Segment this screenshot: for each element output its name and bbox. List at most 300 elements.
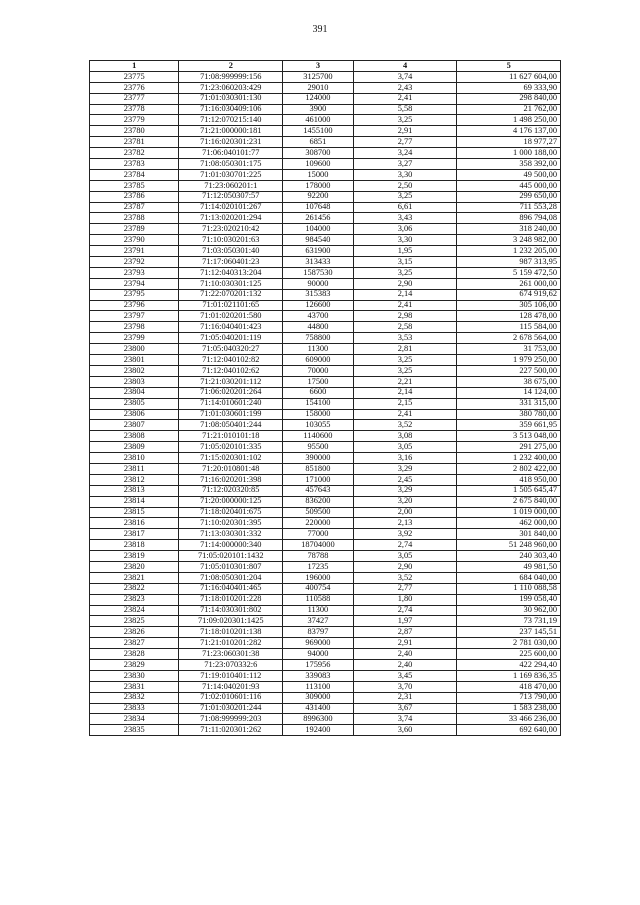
table-row <box>90 551 561 562</box>
table-cell: 23821 <box>90 572 179 583</box>
table-cell: 3,92 <box>353 529 457 540</box>
table-cell: 308700 <box>283 148 354 159</box>
table-row <box>90 507 561 518</box>
table-cell: 380 780,00 <box>457 409 561 420</box>
table-cell: 71:14:040201:93 <box>179 681 283 692</box>
table-cell: 2,14 <box>353 289 457 300</box>
table-row <box>90 659 561 670</box>
table-cell: 445 000,00 <box>457 180 561 191</box>
table-cell: 3,08 <box>353 431 457 442</box>
table-cell: 71:13:030301:332 <box>179 529 283 540</box>
table-cell: 33 466 236,00 <box>457 714 561 725</box>
table-cell: 71:12:040102:82 <box>179 355 283 366</box>
table-cell: 4 176 137,00 <box>457 126 561 137</box>
table-cell: 37427 <box>283 616 354 627</box>
table-cell: 2 678 564,00 <box>457 333 561 344</box>
table-cell: 1,97 <box>353 616 457 627</box>
table-row <box>90 616 561 627</box>
table-row <box>90 376 561 387</box>
table-cell: 298 840,00 <box>457 93 561 104</box>
table-cell: 109600 <box>283 159 354 170</box>
table-row <box>90 365 561 376</box>
table-cell: 3900 <box>283 104 354 115</box>
table-cell: 23807 <box>90 420 179 431</box>
table-row <box>90 104 561 115</box>
table-cell: 3,27 <box>353 159 457 170</box>
table-cell: 1587530 <box>283 267 354 278</box>
table-cell: 71:19:010401:112 <box>179 670 283 681</box>
table-cell: 227 500,00 <box>457 365 561 376</box>
table-cell: 1 979 250,00 <box>457 355 561 366</box>
table-cell: 5,58 <box>353 104 457 115</box>
table-cell: 23834 <box>90 714 179 725</box>
table-cell: 2,74 <box>353 540 457 551</box>
table-cell: 5 159 472,50 <box>457 267 561 278</box>
table-cell: 71:05:020101:335 <box>179 442 283 453</box>
table-cell: 44800 <box>283 322 354 333</box>
table-row <box>90 518 561 529</box>
table-cell: 17235 <box>283 561 354 572</box>
table-cell: 2,98 <box>353 311 457 322</box>
table-cell: 71:18:010201:138 <box>179 627 283 638</box>
table-cell: 3,43 <box>353 213 457 224</box>
table-cell: 23810 <box>90 453 179 464</box>
table-cell: 1140600 <box>283 431 354 442</box>
table-cell: 23818 <box>90 540 179 551</box>
table-cell: 6600 <box>283 387 354 398</box>
table-cell: 77000 <box>283 529 354 540</box>
table-row <box>90 257 561 268</box>
table-cell: 23776 <box>90 82 179 93</box>
table-cell: 3,05 <box>353 442 457 453</box>
table-cell: 199 058,40 <box>457 594 561 605</box>
table-cell: 23778 <box>90 104 179 115</box>
table-cell: 713 790,00 <box>457 692 561 703</box>
table-cell: 3,45 <box>353 670 457 681</box>
table-cell: 305 106,00 <box>457 300 561 311</box>
table-cell: 1 232 205,00 <box>457 246 561 257</box>
table-cell: 2,31 <box>353 692 457 703</box>
table-row <box>90 649 561 660</box>
table-cell: 71:06:020201:264 <box>179 387 283 398</box>
table-cell: 3,30 <box>353 235 457 246</box>
table-cell: 984540 <box>283 235 354 246</box>
table-cell: 1 110 088,58 <box>457 583 561 594</box>
table-cell: 2 675 840,00 <box>457 496 561 507</box>
table-cell: 23791 <box>90 246 179 257</box>
table-cell: 23792 <box>90 257 179 268</box>
table-cell: 2,87 <box>353 627 457 638</box>
table-row <box>90 224 561 235</box>
table-row <box>90 137 561 148</box>
table-cell: 128 478,00 <box>457 311 561 322</box>
table-cell: 301 840,00 <box>457 529 561 540</box>
table-cell: 2,50 <box>353 180 457 191</box>
table-row <box>90 725 561 736</box>
table-cell: 23782 <box>90 148 179 159</box>
table-cell: 71:01:030601:199 <box>179 409 283 420</box>
column-header: 2 <box>179 61 283 72</box>
table-cell: 30 962,00 <box>457 605 561 616</box>
table-row <box>90 289 561 300</box>
table-cell: 95500 <box>283 442 354 453</box>
table-row <box>90 344 561 355</box>
table-row <box>90 627 561 638</box>
table-cell: 692 640,00 <box>457 725 561 736</box>
table-cell: 23819 <box>90 551 179 562</box>
table-row <box>90 115 561 126</box>
table-cell: 71:02:010601:116 <box>179 692 283 703</box>
table-cell: 17500 <box>283 376 354 387</box>
table-row <box>90 82 561 93</box>
table-cell: 23814 <box>90 496 179 507</box>
table-cell: 21 762,00 <box>457 104 561 115</box>
table-cell: 3,53 <box>353 333 457 344</box>
table-cell: 331 315,00 <box>457 398 561 409</box>
table-row <box>90 246 561 257</box>
table-cell: 2,14 <box>353 387 457 398</box>
table-cell: 71:12:070215:140 <box>179 115 283 126</box>
table-cell: 71:13:020201:294 <box>179 213 283 224</box>
table-cell: 71:12:040313:204 <box>179 267 283 278</box>
table-row <box>90 703 561 714</box>
table-cell: 23830 <box>90 670 179 681</box>
table-cell: 2,41 <box>353 409 457 420</box>
table-cell: 71:16:020201:398 <box>179 474 283 485</box>
table-cell: 11300 <box>283 344 354 355</box>
table-cell: 92200 <box>283 191 354 202</box>
table-cell: 71:08:999999:156 <box>179 71 283 82</box>
table-cell: 71:08:050401:244 <box>179 420 283 431</box>
table-cell: 23802 <box>90 365 179 376</box>
table-cell: 2,90 <box>353 561 457 572</box>
table-cell: 220000 <box>283 518 354 529</box>
table-cell: 2,21 <box>353 376 457 387</box>
table-row <box>90 126 561 137</box>
table-cell: 83797 <box>283 627 354 638</box>
table-cell: 1455100 <box>283 126 354 137</box>
table-cell: 240 303,40 <box>457 551 561 562</box>
table-cell: 3,15 <box>353 257 457 268</box>
table-cell: 609000 <box>283 355 354 366</box>
table-cell: 23780 <box>90 126 179 137</box>
table-cell: 78788 <box>283 551 354 562</box>
table-cell: 196000 <box>283 572 354 583</box>
table-cell: 237 145,51 <box>457 627 561 638</box>
table-cell: 3,20 <box>353 496 457 507</box>
table-cell: 418 950,00 <box>457 474 561 485</box>
table-cell: 71:23:070332:6 <box>179 659 283 670</box>
table-cell: 2,91 <box>353 126 457 137</box>
table-cell: 1,95 <box>353 246 457 257</box>
table-cell: 23798 <box>90 322 179 333</box>
table-cell: 422 294,40 <box>457 659 561 670</box>
table-cell: 23793 <box>90 267 179 278</box>
table-cell: 23805 <box>90 398 179 409</box>
table-cell: 1 019 000,00 <box>457 507 561 518</box>
table-cell: 2,41 <box>353 300 457 311</box>
table-cell: 23795 <box>90 289 179 300</box>
table-cell: 3,52 <box>353 572 457 583</box>
table-cell: 631900 <box>283 246 354 257</box>
table-row <box>90 191 561 202</box>
table-cell: 71:03:050301:40 <box>179 246 283 257</box>
table-cell: 71:05:040201:119 <box>179 333 283 344</box>
table-row <box>90 235 561 246</box>
table-cell: 758800 <box>283 333 354 344</box>
table-cell: 3,25 <box>353 355 457 366</box>
table-cell: 192400 <box>283 725 354 736</box>
table-cell: 2,15 <box>353 398 457 409</box>
table-cell: 3,25 <box>353 365 457 376</box>
table-row <box>90 278 561 289</box>
table-cell: 2,81 <box>353 344 457 355</box>
table-cell: 71:09:020301:1425 <box>179 616 283 627</box>
table-cell: 461000 <box>283 115 354 126</box>
table-cell: 154100 <box>283 398 354 409</box>
table-cell: 23831 <box>90 681 179 692</box>
table-cell: 175956 <box>283 659 354 670</box>
table-cell: 23813 <box>90 485 179 496</box>
table-cell: 1 000 188,00 <box>457 148 561 159</box>
table-row <box>90 561 561 572</box>
table-row <box>90 202 561 213</box>
table-row <box>90 267 561 278</box>
table-cell: 23804 <box>90 387 179 398</box>
table-row <box>90 322 561 333</box>
table-cell: 15000 <box>283 169 354 180</box>
table-row <box>90 453 561 464</box>
table-cell: 2 802 422,00 <box>457 463 561 474</box>
table-row <box>90 71 561 82</box>
table-cell: 3,60 <box>353 725 457 736</box>
table-cell: 71:20:010801:48 <box>179 463 283 474</box>
table-cell: 711 553,28 <box>457 202 561 213</box>
table-cell: 3 248 982,00 <box>457 235 561 246</box>
table-row <box>90 681 561 692</box>
table-cell: 2,40 <box>353 659 457 670</box>
table-cell: 23788 <box>90 213 179 224</box>
table-cell: 71:21:000000:181 <box>179 126 283 137</box>
table-cell: 23784 <box>90 169 179 180</box>
table-cell: 3,16 <box>353 453 457 464</box>
table-cell: 23775 <box>90 71 179 82</box>
table-cell: 23796 <box>90 300 179 311</box>
table-cell: 390000 <box>283 453 354 464</box>
table-row <box>90 180 561 191</box>
table-cell: 2,40 <box>353 649 457 660</box>
table-cell: 1,80 <box>353 594 457 605</box>
table-row <box>90 398 561 409</box>
table-cell: 94000 <box>283 649 354 660</box>
table-cell: 71:14:010601:240 <box>179 398 283 409</box>
table-cell: 104000 <box>283 224 354 235</box>
table-cell: 3,29 <box>353 463 457 474</box>
table-cell: 71:14:020101:267 <box>179 202 283 213</box>
table-row <box>90 333 561 344</box>
table-cell: 339083 <box>283 670 354 681</box>
table-cell: 6851 <box>283 137 354 148</box>
table-cell: 23812 <box>90 474 179 485</box>
table-cell: 23783 <box>90 159 179 170</box>
table-cell: 31 753,00 <box>457 344 561 355</box>
table-header-row <box>90 61 561 72</box>
table-cell: 115 584,00 <box>457 322 561 333</box>
table-row <box>90 431 561 442</box>
table-cell: 178000 <box>283 180 354 191</box>
table-row <box>90 496 561 507</box>
table-cell: 110588 <box>283 594 354 605</box>
table-cell: 2 781 030,00 <box>457 638 561 649</box>
table-row <box>90 442 561 453</box>
table-row <box>90 409 561 420</box>
table-cell: 23832 <box>90 692 179 703</box>
table-cell: 851800 <box>283 463 354 474</box>
table-cell: 23777 <box>90 93 179 104</box>
table-cell: 3,67 <box>353 703 457 714</box>
table-cell: 71:08:999999:203 <box>179 714 283 725</box>
table-cell: 90000 <box>283 278 354 289</box>
table-cell: 418 470,00 <box>457 681 561 692</box>
table-cell: 71:05:020101:1432 <box>179 551 283 562</box>
table-cell: 49 981,50 <box>457 561 561 572</box>
table-cell: 71:01:021101:65 <box>179 300 283 311</box>
table-cell: 2,43 <box>353 82 457 93</box>
table-cell: 71:21:010101:18 <box>179 431 283 442</box>
table-cell: 2,77 <box>353 137 457 148</box>
table-cell: 71:01:030201:244 <box>179 703 283 714</box>
table-cell: 43700 <box>283 311 354 322</box>
table-cell: 71:21:030201:112 <box>179 376 283 387</box>
table-cell: 71:12:050307:57 <box>179 191 283 202</box>
table-cell: 71:20:000000:125 <box>179 496 283 507</box>
table-row <box>90 463 561 474</box>
table-cell: 23803 <box>90 376 179 387</box>
table-cell: 8996300 <box>283 714 354 725</box>
table-cell: 23829 <box>90 659 179 670</box>
table-row <box>90 572 561 583</box>
table-cell: 11300 <box>283 605 354 616</box>
table-row <box>90 311 561 322</box>
table-row <box>90 692 561 703</box>
table-cell: 1 583 238,00 <box>457 703 561 714</box>
table-cell: 1 169 836,35 <box>457 670 561 681</box>
table-cell: 3,52 <box>353 420 457 431</box>
table-cell: 23808 <box>90 431 179 442</box>
table-cell: 2,91 <box>353 638 457 649</box>
table-cell: 51 248 960,00 <box>457 540 561 551</box>
table-cell: 23827 <box>90 638 179 649</box>
table-cell: 358 392,00 <box>457 159 561 170</box>
table-cell: 23811 <box>90 463 179 474</box>
table-cell: 107648 <box>283 202 354 213</box>
table-cell: 71:01:020201:580 <box>179 311 283 322</box>
table-cell: 2,45 <box>353 474 457 485</box>
table-cell: 313433 <box>283 257 354 268</box>
table-cell: 3,25 <box>353 191 457 202</box>
table-cell: 71:23:060201:1 <box>179 180 283 191</box>
table-cell: 3,24 <box>353 148 457 159</box>
table-row <box>90 583 561 594</box>
table-cell: 684 040,00 <box>457 572 561 583</box>
table-cell: 11 627 604,00 <box>457 71 561 82</box>
table-cell: 171000 <box>283 474 354 485</box>
table-cell: 71:15:020301:102 <box>179 453 283 464</box>
table-cell: 509500 <box>283 507 354 518</box>
table-cell: 674 919,62 <box>457 289 561 300</box>
table-cell: 23815 <box>90 507 179 518</box>
table-cell: 23824 <box>90 605 179 616</box>
table-cell: 71:11:020301:262 <box>179 725 283 736</box>
column-header: 3 <box>283 61 354 72</box>
table-cell: 3125700 <box>283 71 354 82</box>
table-cell: 23801 <box>90 355 179 366</box>
table-cell: 23794 <box>90 278 179 289</box>
table-cell: 71:23:020210:42 <box>179 224 283 235</box>
table-cell: 23826 <box>90 627 179 638</box>
table-cell: 71:16:030409:106 <box>179 104 283 115</box>
table-cell: 315383 <box>283 289 354 300</box>
table-row <box>90 638 561 649</box>
table-cell: 71:21:010201:282 <box>179 638 283 649</box>
column-header: 1 <box>90 61 179 72</box>
table-cell: 158000 <box>283 409 354 420</box>
table-row <box>90 540 561 551</box>
table-cell: 71:01:030301:130 <box>179 93 283 104</box>
table-cell: 71:14:030301:802 <box>179 605 283 616</box>
table-cell: 73 731,19 <box>457 616 561 627</box>
table-cell: 23785 <box>90 180 179 191</box>
table-cell: 2,41 <box>353 93 457 104</box>
table-cell: 6,61 <box>353 202 457 213</box>
table-cell: 29010 <box>283 82 354 93</box>
table-cell: 23789 <box>90 224 179 235</box>
table-row <box>90 420 561 431</box>
table-row <box>90 594 561 605</box>
table-cell: 23781 <box>90 137 179 148</box>
table-cell: 2,77 <box>353 583 457 594</box>
table-row <box>90 159 561 170</box>
table-cell: 71:23:060203:429 <box>179 82 283 93</box>
table-cell: 2,58 <box>353 322 457 333</box>
table-cell: 23809 <box>90 442 179 453</box>
table-cell: 3,05 <box>353 551 457 562</box>
table-cell: 23823 <box>90 594 179 605</box>
table-cell: 2,00 <box>353 507 457 518</box>
table-cell: 23779 <box>90 115 179 126</box>
table-row <box>90 300 561 311</box>
table-cell: 23800 <box>90 344 179 355</box>
table-cell: 23828 <box>90 649 179 660</box>
table-cell: 1 232 400,00 <box>457 453 561 464</box>
table-cell: 987 313,95 <box>457 257 561 268</box>
table-cell: 14 124,00 <box>457 387 561 398</box>
table-cell: 23833 <box>90 703 179 714</box>
table-cell: 23786 <box>90 191 179 202</box>
table-cell: 23806 <box>90 409 179 420</box>
table-cell: 103055 <box>283 420 354 431</box>
table-cell: 18 977,27 <box>457 137 561 148</box>
table-cell: 23790 <box>90 235 179 246</box>
table-cell: 71:16:020301:231 <box>179 137 283 148</box>
page-number: 391 <box>312 24 328 35</box>
table-row <box>90 605 561 616</box>
table-cell: 457643 <box>283 485 354 496</box>
table-cell: 969000 <box>283 638 354 649</box>
table-cell: 3,29 <box>353 485 457 496</box>
table-cell: 71:12:040102:62 <box>179 365 283 376</box>
table-cell: 23817 <box>90 529 179 540</box>
